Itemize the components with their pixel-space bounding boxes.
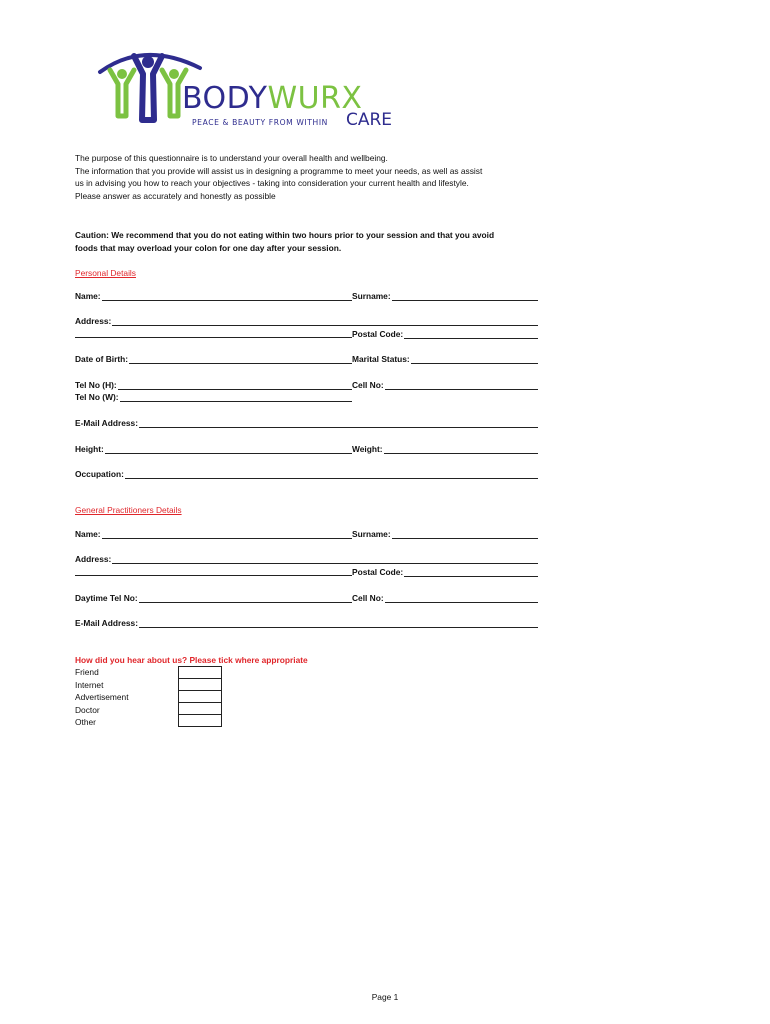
brand-tagline: PEACE & BEAUTY FROM WITHIN [192,118,328,127]
personal-address-line-2[interactable] [75,337,352,338]
caution-text: Caution: We recommend that you do not eating within two hours prior to your session and that you avoid foods that may overload your colon for one day after your session. [75,230,495,253]
gp-address-line-2[interactable] [75,575,352,576]
brand-name: BODYWURX [182,81,363,116]
personal-name-field[interactable]: Name: [75,289,352,301]
personal-occupation-field[interactable]: Occupation: [75,467,538,479]
hear-option-internet: Internet [75,680,104,690]
personal-surname-field[interactable]: Surname: [352,289,538,301]
gp-details-title: General Practitioners Details [75,505,182,515]
personal-dob-field[interactable]: Date of Birth: [75,352,352,364]
personal-tel-w-field[interactable]: Tel No (W): [75,390,352,402]
tick-box-other[interactable] [178,714,222,727]
hear-option-friend: Friend [75,667,99,677]
gp-surname-field[interactable]: Surname: [352,527,538,539]
hear-question: How did you hear about us? Please tick where appropriate [75,655,308,665]
personal-details-title: Personal Details [75,268,136,278]
personal-height-field[interactable]: Height: [75,442,352,454]
hear-option-doctor: Doctor [75,705,100,715]
gp-address-field[interactable]: Address: [75,552,538,564]
gp-name-field[interactable]: Name: [75,527,352,539]
personal-tel-h-field[interactable]: Tel No (H): [75,378,352,390]
gp-postal-code-field[interactable]: Postal Code: [352,565,538,577]
personal-cell-field[interactable]: Cell No: [352,378,538,390]
brand-care: CARE [346,110,393,130]
personal-postal-code-field[interactable]: Postal Code: [352,327,538,339]
page-number: Page 1 [371,992,399,1002]
personal-email-field[interactable]: E-Mail Address: [75,416,538,428]
intro-text: The purpose of this questionnaire is to understand your overall health and wellbeing. The information that you provide will assist us in designing a programme to meet your needs, as well as assist us in advising you how to reach your objectives - taking into consideration your current health and lifestyle. Please answer as accurately and honestly as possible [75,153,483,201]
personal-marital-field[interactable]: Marital Status: [352,352,538,364]
personal-address-field[interactable]: Address: [75,314,538,326]
gp-email-field[interactable]: E-Mail Address: [75,616,538,628]
gp-daytime-tel-field[interactable]: Daytime Tel No: [75,591,352,603]
hear-option-other: Other [75,717,96,727]
gp-cell-field[interactable]: Cell No: [352,591,538,603]
hear-option-advertisement: Advertisement [75,692,129,702]
personal-weight-field[interactable]: Weight: [352,442,538,454]
